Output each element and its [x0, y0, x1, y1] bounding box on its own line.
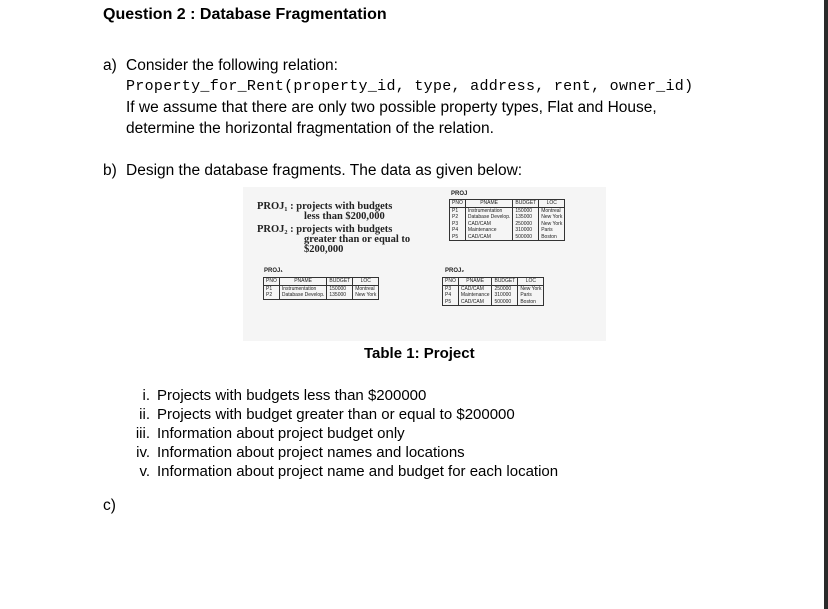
- table-cell: 150000: [513, 207, 539, 214]
- table-cell: P4: [450, 227, 466, 234]
- table-cell: Paris: [518, 292, 544, 299]
- table-cell: New York: [353, 292, 379, 299]
- proj-table: [449, 199, 565, 241]
- column-header: PNAME: [279, 278, 327, 286]
- column-header: PNAME: [458, 278, 492, 286]
- column-header: PNAME: [465, 200, 513, 208]
- table-cell: 500000: [513, 234, 539, 241]
- list-item: iii. Information about project budget only: [135, 425, 405, 442]
- table-cell: Database Develop.: [465, 214, 513, 221]
- table-cell: Montreal: [539, 207, 565, 214]
- table-cell: New York: [518, 285, 544, 292]
- table-header-row: [443, 278, 544, 286]
- list-item: ii. Projects with budget greater than or equal to $200000: [139, 406, 515, 423]
- table-cell: P3: [450, 221, 466, 228]
- column-header: LOC: [518, 278, 544, 286]
- table-cell: Instrumentation: [279, 285, 327, 292]
- column-header: LOC: [353, 278, 379, 286]
- table-cell: P2: [450, 214, 466, 221]
- table-cell: New York: [539, 214, 565, 221]
- table-cell: 135000: [513, 214, 539, 221]
- table-cell: P2: [264, 292, 280, 299]
- table-cell: Paris: [539, 227, 565, 234]
- table-cell: P1: [264, 285, 280, 292]
- list-item: iv. Information about project names and locations: [136, 444, 465, 461]
- proj2-table-label: PROJ₂: [445, 268, 465, 274]
- part-b-intro: Design the database fragments. The data as given below:: [126, 162, 523, 179]
- part-a-text: [126, 55, 693, 139]
- table-cell: Database Develop.: [279, 292, 327, 299]
- table-cell: CAD/CAM: [458, 285, 492, 292]
- table-cell: 250000: [513, 221, 539, 228]
- table-row: [264, 285, 379, 292]
- table-cell: 310000: [513, 227, 539, 234]
- table-row: [264, 292, 379, 299]
- table-cell: CAD/CAM: [465, 234, 513, 241]
- table-cell: P1: [450, 207, 466, 214]
- table-caption: Table 1: Project: [364, 345, 475, 362]
- table-cell: Instrumentation: [465, 207, 513, 214]
- part-a-line3: If we assume that there are only two possible property types, Flat and House,: [126, 99, 657, 116]
- part-a-label: a): [103, 57, 117, 74]
- table-cell: P4: [443, 292, 459, 299]
- table-cell: Boston: [539, 234, 565, 241]
- column-header: BUDGET: [492, 278, 518, 286]
- table-cell: Maintenance: [465, 227, 513, 234]
- table-cell: P3: [443, 285, 459, 292]
- table-cell: Montreal: [353, 285, 379, 292]
- proj1-table-label: PROJ₁: [264, 268, 283, 274]
- table-row: [450, 234, 565, 241]
- part-a-line4: determine the horizontal fragmentation of the relation.: [126, 120, 494, 137]
- table-row: [443, 299, 544, 306]
- table-cell: 135000: [327, 292, 353, 299]
- table-cell: 250000: [492, 285, 518, 292]
- part-a-relation: Property_for_Rent(property_id, type, address, rent, owner_id): [126, 78, 694, 95]
- table-cell: CAD/CAM: [458, 299, 492, 306]
- table-cell: P5: [450, 234, 466, 241]
- column-header: PNO: [264, 278, 280, 286]
- proj2-definition: PROJ₂ : projects with budgets greater than or equal to $200,000: [257, 224, 411, 255]
- table-cell: 150000: [327, 285, 353, 292]
- table-header-row: [264, 278, 379, 286]
- table-cell: P5: [443, 299, 459, 306]
- table-cell: 500000: [492, 299, 518, 306]
- part-b-label: b): [103, 162, 117, 179]
- part-c-label: c): [103, 497, 116, 514]
- list-item: v. Information about project name and budget for each location: [139, 463, 559, 480]
- proj-table-label: PROJ: [451, 191, 468, 197]
- list-item: i. Projects with budgets less than $200000: [142, 387, 427, 404]
- table-cell: CAD/CAM: [465, 221, 513, 228]
- table-row: [450, 207, 565, 214]
- column-header: BUDGET: [327, 278, 353, 286]
- page-title: Question 2 : Database Fragmentation: [103, 6, 387, 23]
- fragment-requirements-list: [127, 386, 558, 481]
- table-header-row: [450, 200, 565, 208]
- scrollbar-edge: [824, 0, 828, 609]
- proj1-definition: PROJ₁ : projects with budgets less than $200,000: [257, 201, 393, 222]
- table-row: [443, 285, 544, 292]
- table-cell: Maintenance: [458, 292, 492, 299]
- table-cell: Boston: [518, 299, 544, 306]
- column-header: PNO: [443, 278, 459, 286]
- table-cell: 310000: [492, 292, 518, 299]
- column-header: PNO: [450, 200, 466, 208]
- table-cell: New York: [539, 221, 565, 228]
- proj1-table: [263, 277, 379, 300]
- part-a-line1: Consider the following relation:: [126, 57, 338, 74]
- column-header: LOC: [539, 200, 565, 208]
- fragmentation-figure: [243, 187, 606, 341]
- proj2-table: [442, 277, 544, 306]
- column-header: BUDGET: [513, 200, 539, 208]
